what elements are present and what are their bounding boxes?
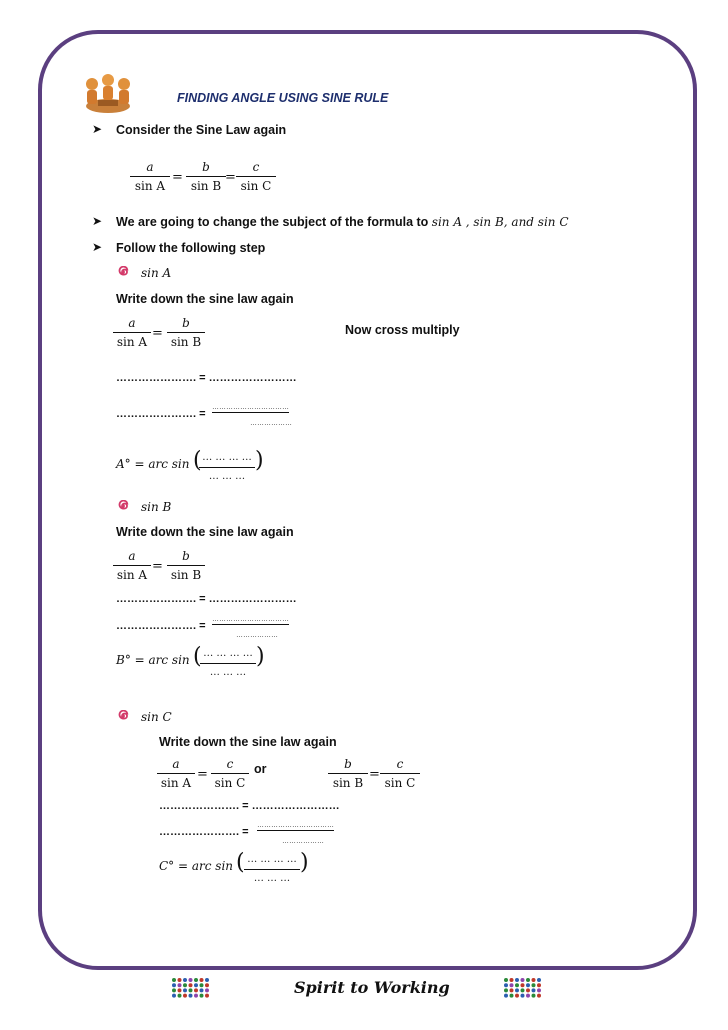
heading-sinC: sin C (141, 710, 172, 724)
write-sine-law-c: Write down the sine law again (159, 735, 337, 749)
color-dots-icon (503, 977, 543, 999)
arrow-bullet-icon: ➤ (92, 214, 103, 228)
equals-sign: = (172, 170, 183, 185)
footer-text: Spirit to Working (294, 978, 450, 997)
bullet-consider: Consider the Sine Law again (116, 123, 287, 137)
result-angle-a: A° = arc sin (116, 457, 190, 471)
fraction-a-sinA: a sin A (130, 160, 170, 193)
blank-line: …………………. = …………………… (159, 800, 340, 812)
equals-sign: = (152, 326, 163, 341)
spiral-bullet-icon (117, 710, 129, 722)
result-angle-c: C° = arc sin (159, 859, 234, 873)
spiral-bullet-icon (117, 266, 129, 278)
equals-sign: = (225, 170, 236, 185)
result-fraction-a: … … … … … … … (199, 451, 255, 484)
paren-open: ( (193, 448, 202, 473)
blank-numerator: …………………………… (257, 822, 334, 829)
fraction-b-sinB: b sin B (186, 160, 226, 193)
fraction-b-sinB: b sin B (328, 757, 368, 790)
cross-multiply-note: Now cross multiply (345, 323, 460, 337)
blank-numerator: …………………………… (212, 616, 289, 623)
paren-open: ( (193, 644, 202, 669)
fraction-b-sinB: b sin B (167, 549, 205, 582)
color-dots-icon (171, 977, 211, 999)
blank-numerator: …………………………… (212, 404, 289, 411)
blank-line: …………………. = …………………… (116, 593, 297, 605)
result-angle-b: B° = arc sin (116, 653, 190, 667)
arrow-bullet-icon: ➤ (92, 240, 103, 254)
paren-open: ( (236, 850, 245, 875)
equals-sign: = (197, 767, 208, 782)
paren-close: ) (300, 850, 309, 875)
write-sine-law-b: Write down the sine law again (116, 525, 294, 539)
blank-line: …………………. = (116, 620, 206, 632)
arrow-bullet-icon: ➤ (92, 122, 103, 136)
equals-sign: = (369, 767, 380, 782)
blank-line: …………………. = (116, 408, 206, 420)
paren-close: ) (255, 448, 264, 473)
heading-sinA: sin A (141, 266, 172, 280)
equals-sign: = (152, 559, 163, 574)
fraction-a-sinA: a sin A (113, 316, 151, 349)
result-fraction-b: … … … … … … … (200, 647, 256, 680)
bullet-change-subject: We are going to change the subject of the formula to sin A , sin B, and sin C (116, 215, 569, 229)
paren-close: ) (256, 644, 265, 669)
or-label: or (254, 762, 267, 776)
fraction-a-sinA: a sin A (113, 549, 151, 582)
fraction-c-sinC: c sin C (211, 757, 249, 790)
fraction-b-sinB: b sin B (167, 316, 205, 349)
fraction-c-sinC: c sin C (236, 160, 276, 193)
write-sine-law-a: Write down the sine law again (116, 292, 294, 306)
blank-line: …………………. = …………………… (116, 372, 297, 384)
fraction-c-sinC: c sin C (380, 757, 420, 790)
blank-denominator: ……………… (250, 420, 292, 427)
blank-line: …………………. = (159, 826, 249, 838)
people-meeting-icon (80, 70, 136, 116)
blank-denominator: ……………… (236, 632, 278, 639)
bullet-follow-step: Follow the following step (116, 241, 266, 255)
spiral-bullet-icon (117, 500, 129, 512)
result-fraction-c: … … … … … … … (244, 853, 300, 886)
page-title: FINDING ANGLE USING SINE RULE (177, 91, 389, 105)
blank-denominator: ……………… (282, 838, 324, 845)
fraction-a-sinA: a sin A (157, 757, 195, 790)
heading-sinB: sin B (141, 500, 172, 514)
